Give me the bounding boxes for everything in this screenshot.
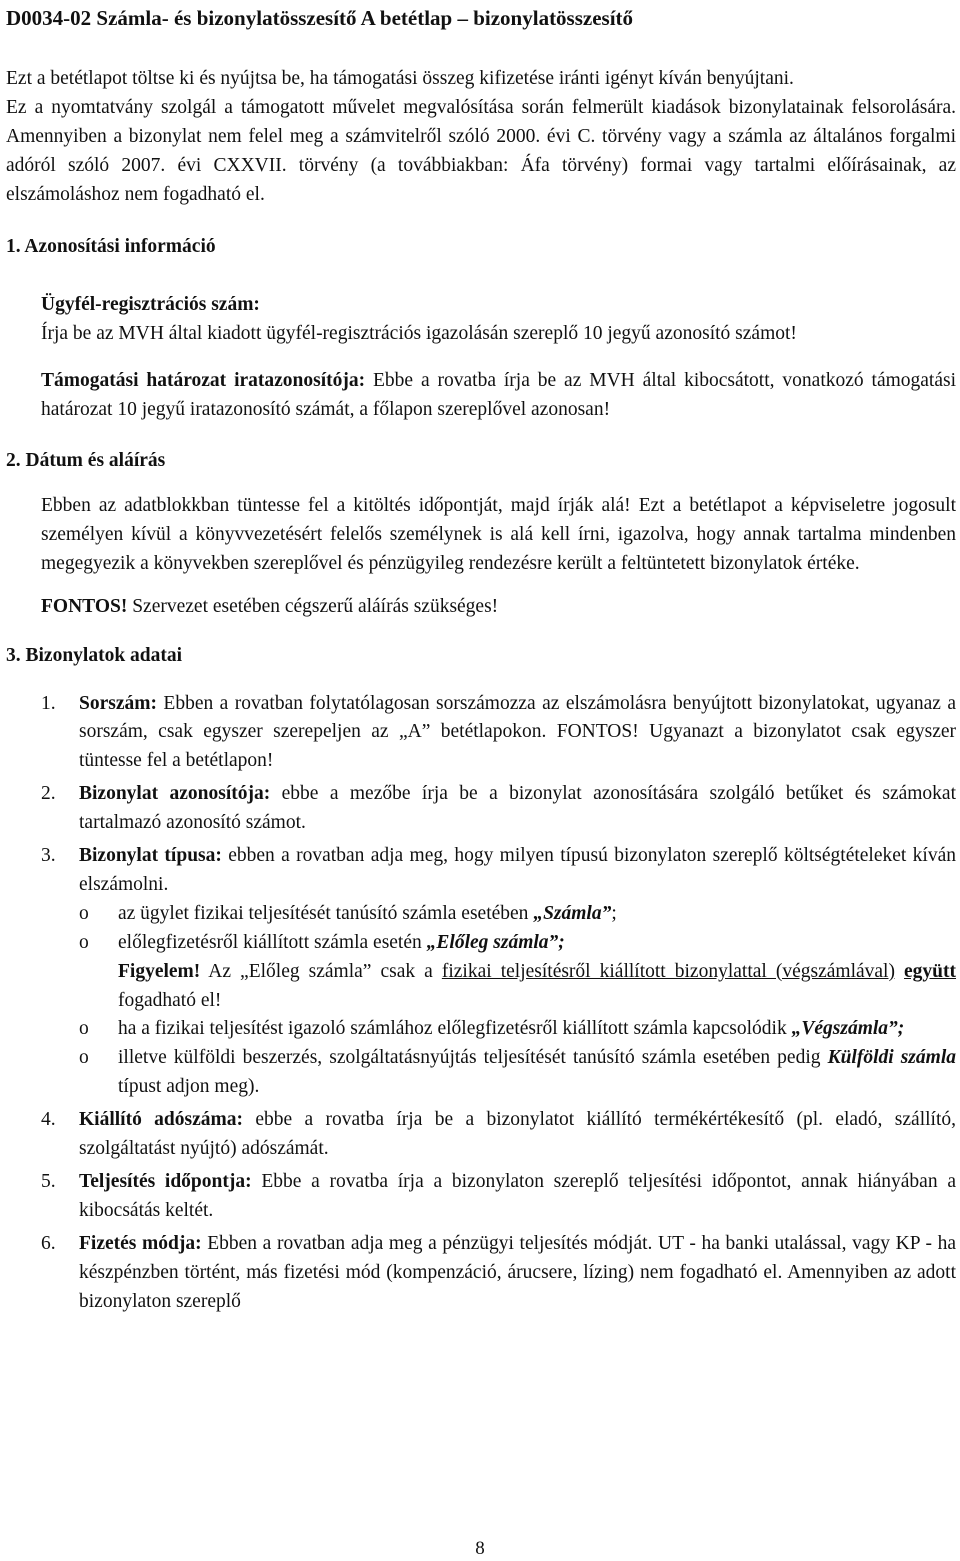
section-3-heading: 3. Bizonylatok adatai: [6, 644, 183, 666]
list-item: [6, 1168, 956, 1226]
bullet-marker: o: [79, 1047, 89, 1069]
intro-paragraph-2: Ez a nyomtatvány szolgál a támogatott művelet megvalósítása során felmerült kiadások bizonylatainak felsorolására. Amennyiben a bizonylat nem felel meg a számvitelről szóló 2000. évi C. törvény vagy a számla az általános forgalmi adóról szóló 2007. évi CXXVII. törvény (a továbbiakban: Áfa törvény) formai vagy tartalmi előírásainak, az elszámoláshoz nem fogadható el.: [6, 96, 956, 205]
list-item-number: 1.: [41, 692, 56, 714]
list-item: [6, 1230, 956, 1317]
list-item-label: Bizonylat típusa:: [79, 845, 222, 867]
client-id-block: [41, 291, 956, 349]
bullet-marker: o: [79, 902, 89, 924]
sub-item-text: előlegfizetésről kiállított számla esetén: [118, 931, 427, 953]
sub-item: [79, 929, 956, 1016]
important-note: [41, 593, 956, 622]
sub-item: [79, 1044, 956, 1102]
client-id-text: Írja be az MVH által kiadott ügyfél-regisztrációs igazolásán szereplő 10 jegyű azonosító számot!: [41, 323, 797, 345]
invoice-type-name: „Végszámla”;: [791, 1018, 905, 1040]
sub-item: [79, 1015, 956, 1044]
page-number: 8: [475, 1538, 485, 1559]
list-item-label: Sorszám:: [79, 692, 157, 714]
decision-id-paragraph: [41, 367, 956, 425]
sub-item-text: illetve külföldi beszerzés, szolgáltatásnyújtás teljesítését tanúsító számla esetében pedig: [118, 1047, 828, 1069]
important-text: Szervezet esetében cégszerű aláírás szükséges!: [127, 595, 499, 617]
bullet-marker: o: [79, 1018, 89, 1040]
important-label: FONTOS!: [41, 595, 128, 617]
list-item-text: Ebben a rovatban folytatólagosan sorszámozza az elszámolásra benyújtott bizonylatokat, ugyanaz a sorszám, csak egyszer szerepeljen az „A” betétlapokon. FONTOS! Ugyanazt a bizonylatot csak egyszer tüntesse fel a betétlapon!: [79, 692, 956, 772]
signature-text: Ebben az adatblokkban tüntesse fel a kitöltés időpontját, majd írják alá! Ezt a betétlapot a képviseletre jogosult személyen kívül a könyvvezetésért felelős személynek is alá kell írni, igazolva, hogy annak tartalma mindenben megegyezik a könyvekben szereplővel és pénzügyileg rendezésre került a feltüntetett bizonylatok értéke.: [41, 494, 956, 574]
list-item-number: 5.: [41, 1171, 56, 1192]
note-underlined-bold-text: együtt: [904, 960, 957, 982]
list-item-text: ebbe a mezőbe írja be a bizonylat azonosítására szolgáló betűket és számokat tartalmazó azonosító számot.: [79, 783, 957, 834]
list-item-body: [79, 690, 956, 777]
client-id-label: Ügyfél-regisztrációs szám:: [41, 294, 260, 316]
list-item: [6, 1106, 956, 1164]
list-item-body: [79, 1106, 956, 1164]
sub-item-text: ha a fizikai teljesítést igazoló számlához előlegfizetésről kiállított számla kapcsolódik: [118, 1018, 792, 1040]
invoice-type-name: Külföldi számla: [827, 1047, 956, 1069]
section-1-heading: 1. Azonosítási információ: [6, 235, 216, 257]
advance-invoice-note: [118, 958, 956, 1016]
sub-item-text: az ügylet fizikai teljesítését tanúsító számla esetében: [118, 902, 534, 924]
intro-paragraph-1: Ezt a betétlapot töltse ki és nyújtsa be, ha támogatási összeg kifizetése iránti igényt kíván benyújtani.: [6, 68, 794, 89]
document-fields-list: [6, 690, 956, 1317]
list-item: [6, 690, 956, 777]
document-page: [6, 0, 956, 1321]
note-text: Az „Előleg számla” csak a: [200, 960, 442, 982]
list-item-number: 2.: [41, 783, 56, 805]
sub-item-body: [118, 900, 956, 929]
list-item-label: Kiállító adószáma:: [79, 1109, 244, 1131]
document-title: D0034-02 Számla- és bizonylatösszesítő A betétlap – bizonylatösszesítő: [6, 6, 634, 30]
sub-item-text: ;: [611, 902, 617, 924]
list-item: [6, 780, 956, 838]
list-item-body: [79, 780, 956, 838]
note-text: fogadható el!: [118, 989, 222, 1011]
sub-item-body: [118, 929, 956, 1016]
list-item-text: ebbe a rovatba írja be a bizonylatot kiállító termékértékesítő (pl. eladó, szállító, szolgáltatást nyújtó) adószámát.: [79, 1109, 956, 1160]
invoice-type-name: „Előleg számla”;: [426, 931, 565, 953]
list-item-text: Ebben a rovatban adja meg a pénzügyi teljesítés módját. UT - ha banki utalással, vagy KP - ha készpénzben történt, más fizetési mód (kompenzáció, árucsere, lízing) nem fogadható el. Amennyiben az adott bizonylaton szereplő: [79, 1232, 957, 1312]
list-item-body: [79, 1168, 956, 1226]
list-item-text: ebben a rovatban adja meg, hogy milyen típusú bizonylaton szereplő költségtételeket kíván elszámolni.: [79, 845, 956, 895]
sub-item-body: [118, 1044, 956, 1102]
decision-id-block: [41, 367, 956, 425]
list-item-label: Teljesítés időpontja:: [79, 1171, 252, 1192]
invoice-type-name: „Számla”: [533, 902, 612, 924]
decision-id-label: Támogatási határozat iratazonosítója:: [41, 370, 366, 392]
sub-item: [79, 900, 956, 929]
list-item-body: [79, 842, 956, 1102]
decision-id-text: Ebbe a rovatba írja be az MVH által kibocsátott, vonatkozó támogatási határozat 10 jegyű iratazonosító számát, a főlapon szereplővel azonosan!: [41, 370, 957, 421]
note-text: [895, 961, 904, 982]
list-item-label: Fizetés módja:: [79, 1232, 202, 1254]
sub-item-body: [118, 1015, 956, 1044]
list-item: [6, 842, 956, 1102]
bullet-marker: o: [79, 931, 89, 953]
section-2-heading: 2. Dátum és aláírás: [6, 450, 166, 472]
list-item-number: 6.: [41, 1232, 56, 1254]
signature-block: [41, 492, 956, 622]
note-underlined-text: fizikai teljesítésről kiállított bizonylattal (végszámlával): [441, 960, 895, 982]
list-item-text: Ebbe a rovatba írja a bizonylaton szereplő teljesítési időpontot, annak hiányában a kibocsátás keltét.: [79, 1171, 956, 1221]
sub-item-text: típust adjon meg).: [118, 1076, 260, 1098]
list-item-label: Bizonylat azonosítója:: [79, 783, 271, 805]
list-item-body: [79, 1230, 956, 1317]
note-label: Figyelem!: [118, 960, 201, 982]
list-item-number: 3.: [41, 845, 56, 867]
list-item-number: 4.: [41, 1109, 56, 1131]
